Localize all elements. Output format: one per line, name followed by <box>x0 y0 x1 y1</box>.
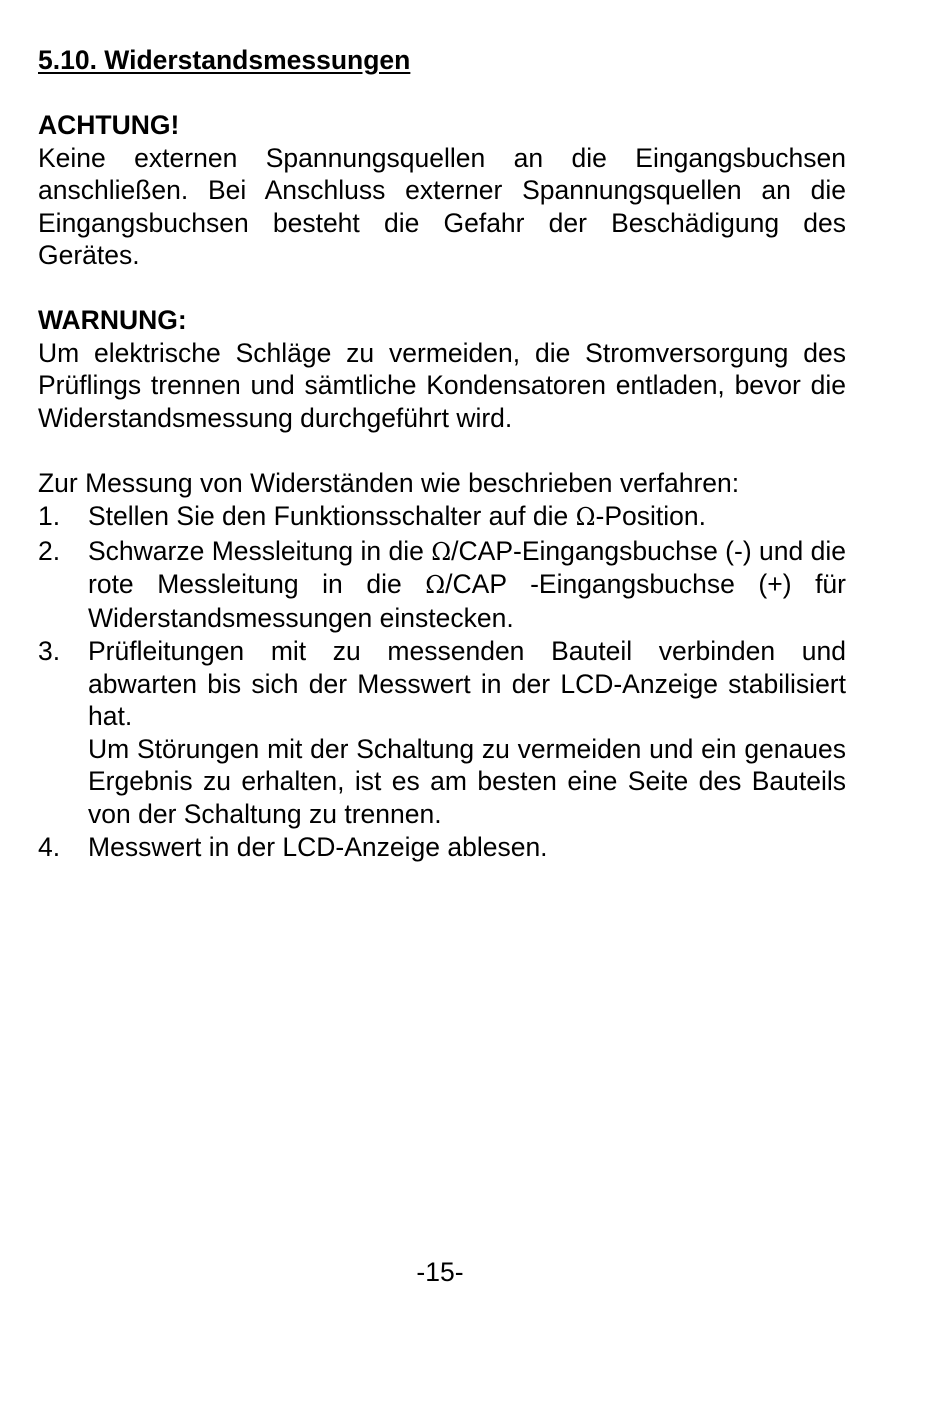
page-number: -15- <box>416 1257 464 1287</box>
step-text-part: Stellen Sie den Funktionsschalter auf die <box>88 501 576 531</box>
spacer <box>38 77 846 110</box>
caution-label: ACHTUNG! <box>38 110 180 140</box>
step-number: 3. <box>38 636 61 666</box>
omega-icon: Ω <box>575 503 596 531</box>
section-heading: 5.10. Widerstandsmessungen <box>38 45 411 75</box>
steps-list <box>38 500 846 864</box>
step-number: 1. <box>38 501 61 531</box>
step-note: Um Störungen mit der Schaltung zu vermeiden und ein genaues Ergebnis zu erhalten, ist es am besten eine Seite des Bauteils von der Schaltung zu trennen. <box>88 733 846 829</box>
step-text-part: /CAP-Eingangsbuchse (-) und die rote Messleitung in die <box>88 535 846 599</box>
spacer <box>38 434 846 467</box>
document-page <box>38 44 846 864</box>
warning-label: WARNUNG: <box>38 305 187 335</box>
step-text <box>88 635 846 830</box>
list-item <box>38 500 846 534</box>
caution-text: Keine externen Spannungsquellen an die Eingangsbuchsen anschließen. Bei Anschluss externer Spannungsquellen an die Eingangsbuchsen besteht die Gefahr der Beschädigung des Gerätes. <box>38 142 846 270</box>
warning-text: Um elektrische Schläge zu vermeiden, die Stromversorgung des Prüflings trennen und sämtliche Kondensatoren entladen, bevor die Widerstandsmessung durchgeführt wird. <box>38 337 846 433</box>
step-number: 4. <box>38 832 61 862</box>
step-text: Messwert in der LCD-Anzeige ablesen. <box>88 832 548 862</box>
step-text-part: -Position. <box>595 501 706 531</box>
omega-icon: Ω <box>431 537 452 566</box>
intro-text: Zur Messung von Widerständen wie beschrieben verfahren: <box>38 467 740 498</box>
step-number: 2. <box>38 535 61 566</box>
spacer <box>38 272 846 305</box>
list-item <box>38 635 846 830</box>
omega-icon: Ω <box>425 571 446 599</box>
step-text <box>88 535 846 635</box>
list-item <box>38 831 846 864</box>
step-text-part: Schwarze Messleitung in die <box>88 535 432 566</box>
step-text <box>88 500 846 534</box>
list-item <box>38 535 846 635</box>
step-text-part: /CAP -Eingangsbuchse (+) für Widerstandsmessungen einstecken. <box>88 569 846 633</box>
step-text-part: Prüfleitungen mit zu messenden Bauteil verbinden und abwarten bis sich der Messwert in der LCD-Anzeige stabilisiert hat. <box>88 636 846 731</box>
